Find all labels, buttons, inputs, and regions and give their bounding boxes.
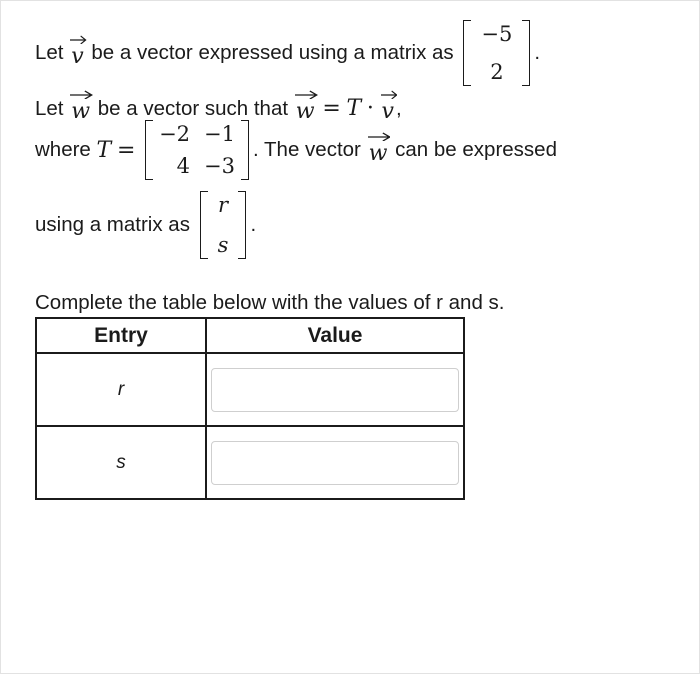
problem-line-4 bbox=[35, 191, 256, 259]
vector-w: w bbox=[369, 135, 388, 166]
vector-w-matrix bbox=[200, 191, 247, 259]
value-cell bbox=[206, 353, 464, 426]
matrix-entry: −5 bbox=[481, 22, 513, 46]
matrix-entry: 2 bbox=[490, 60, 504, 84]
equals-sign: = bbox=[116, 137, 136, 163]
table-row bbox=[36, 426, 464, 499]
table-header-row bbox=[36, 318, 464, 353]
period: . bbox=[250, 213, 257, 236]
line3-text: . The vector bbox=[253, 138, 361, 161]
table-row bbox=[36, 353, 464, 426]
matrix-entry: 4 bbox=[176, 154, 191, 178]
vector-v-matrix bbox=[463, 20, 530, 86]
value-input-s[interactable] bbox=[211, 441, 459, 485]
value-cell bbox=[206, 426, 464, 499]
period: . bbox=[534, 41, 541, 64]
header-value: Value bbox=[206, 318, 464, 353]
line4-text: using a matrix as bbox=[35, 213, 190, 236]
vector-v: v bbox=[71, 38, 83, 69]
where-label: where bbox=[35, 138, 91, 161]
line2-text: be a vector such that bbox=[97, 96, 289, 120]
vector-v: v bbox=[382, 93, 394, 124]
entry-label-r: r bbox=[36, 353, 206, 426]
matrix-T: T bbox=[346, 96, 362, 121]
matrix-entry-s: s bbox=[217, 233, 229, 257]
let-label: Let bbox=[35, 41, 64, 64]
value-input-r[interactable] bbox=[211, 368, 459, 412]
vector-w: w bbox=[296, 93, 315, 124]
instruction-text: Complete the table below with the values of r and s. bbox=[35, 291, 505, 314]
matrix-entry-r: r bbox=[218, 193, 229, 217]
matrix-entry: −3 bbox=[204, 154, 236, 178]
entry-label-s: s bbox=[36, 426, 206, 499]
line3-text-2: can be expressed bbox=[395, 138, 557, 161]
line1-text: be a vector expressed using a matrix as bbox=[91, 41, 454, 64]
comma: , bbox=[395, 96, 402, 120]
problem-line-1 bbox=[35, 20, 540, 86]
matrix-entry: −1 bbox=[204, 122, 236, 146]
matrix-entry: −2 bbox=[159, 122, 191, 146]
header-entry: Entry bbox=[36, 318, 206, 353]
equals-sign: = bbox=[322, 96, 341, 121]
problem-line-3 bbox=[35, 120, 557, 180]
dot-operator: · bbox=[366, 96, 374, 121]
matrix-T-values bbox=[145, 120, 249, 180]
answer-table bbox=[35, 317, 465, 500]
vector-w: w bbox=[71, 93, 90, 124]
matrix-T: T bbox=[96, 137, 112, 163]
let-label: Let bbox=[35, 96, 64, 120]
